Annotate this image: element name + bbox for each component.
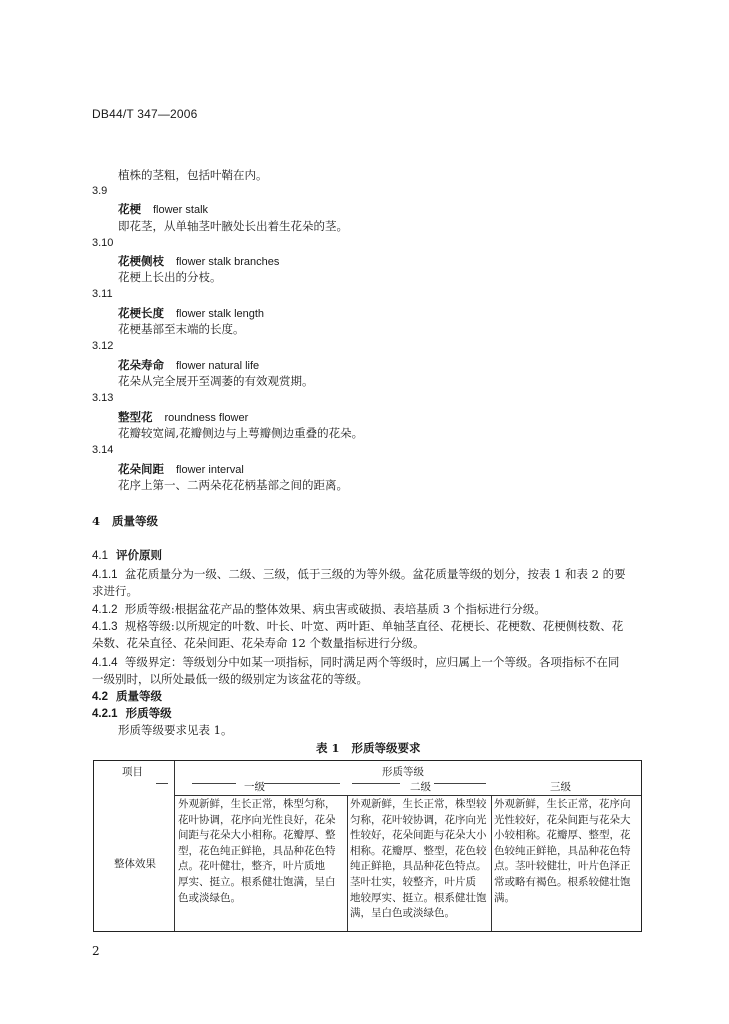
table-rule-mark [434, 783, 486, 784]
section-title: 质量等级 [112, 514, 159, 528]
cell-line: 型，花色纯正鲜艳，具品种花色特 [178, 844, 336, 857]
subsection-number: 4.2.1 [92, 708, 118, 720]
table-header-grade-1: 一级 [244, 781, 265, 793]
table-header-divider [174, 795, 641, 796]
table-rule-mark [352, 783, 400, 784]
term-cn: 花朵间距 [118, 462, 164, 476]
term-heading [118, 253, 279, 269]
term-cn: 花梗侧枝 [118, 254, 164, 268]
table-column-divider [347, 795, 348, 931]
table-rule-mark [156, 783, 168, 784]
term-en: flower stalk branches [176, 256, 280, 268]
cell-line: 地较厚实、挺立。根系健壮饱 [350, 891, 487, 904]
cell-line: 间距与花朵大小相称。花瓣厚、整 [178, 829, 336, 842]
cell-line: 满。 [494, 891, 515, 904]
cell-line: 点。茎叶较健壮，叶片色泽正 [494, 860, 631, 873]
clause-number: 4.1.4 [92, 657, 118, 669]
paragraph-4-1-1-cont: 求进行。 [92, 584, 138, 598]
continuation-text: 植株的茎粗，包括叶鞘在内。 [118, 168, 268, 182]
cell-line: 色较纯正鲜艳，具品种花色特 [494, 844, 631, 857]
term-en: flower stalk length [176, 308, 265, 320]
term-heading [118, 409, 248, 425]
cell-line: 花叶协调，花序向光性良好，花朵 [178, 813, 336, 826]
cell-line: 满，呈白色或淡绿色。 [350, 907, 455, 920]
table-cell-grade-1 [178, 797, 344, 906]
term-definition: 花瓣较宽阔,花瓣侧边与上萼瓣侧边重叠的花朵。 [118, 426, 364, 440]
table-header-grade-2: 二级 [410, 781, 431, 793]
cell-line: 常或略有褐色。根系较健壮饱 [494, 875, 631, 888]
table-column-divider [491, 795, 492, 931]
term-number: 3.10 [92, 237, 114, 249]
table-cell-grade-2 [350, 797, 490, 922]
clause-text: 等级界定：等级划分中如某一项指标，同时满足两个等级时，应归属上一个等级。各项指标不在同 [124, 655, 620, 669]
cell-line: 性较好，花朵间距与花朵大小 [350, 829, 487, 842]
cell-line: 外观新鲜，生长正常，株型匀称， [178, 798, 336, 810]
table-rule-mark [192, 783, 236, 784]
subsection-number: 4.2 [92, 691, 108, 703]
clause-number: 4.1.2 [92, 604, 118, 616]
standard-code: DB44/T 347—2006 [92, 107, 198, 121]
section-number: 4 [92, 514, 101, 528]
paragraph-4-1-1 [92, 567, 626, 582]
cell-line: 点。花叶健壮，整齐，叶片质地 [178, 860, 325, 873]
subsection-number: 4.1 [92, 550, 108, 562]
table-caption-title: 形质等级要求 [351, 741, 421, 755]
term-cn: 花梗长度 [118, 306, 164, 320]
term-heading [118, 201, 208, 217]
term-number: 3.12 [92, 340, 114, 352]
clause-number: 4.1.3 [92, 621, 118, 633]
subsection-title: 形质等级 [125, 706, 172, 720]
form-quality-table [93, 760, 642, 932]
subsection-heading [92, 689, 162, 704]
term-en: roundness flower [164, 412, 249, 424]
table-caption-number: 表 1 [316, 741, 340, 755]
table-row-label: 整体效果 [114, 858, 156, 870]
cell-line: 光性较好，花朵间距与花朵大 [494, 813, 631, 826]
term-definition: 花梗基部至末端的长度。 [118, 322, 245, 336]
table-column-divider [174, 761, 175, 931]
term-number: 3.13 [92, 392, 114, 404]
paragraph-4-1-4-cont: 一级别时，以所处最低一级的级别定为该盆花的等级。 [92, 672, 368, 686]
table-header-grade-3: 三级 [550, 781, 571, 793]
paragraph-4-1-4 [92, 655, 619, 670]
cell-line: 匀称，花叶较协调，花序向光 [350, 813, 487, 826]
cell-line: 茎叶壮实，较整齐，叶片质 [350, 875, 476, 888]
cell-line: 色或淡绿色。 [178, 891, 241, 904]
cell-line: 小较相称。花瓣厚、整型，花 [494, 829, 631, 842]
term-number: 3.14 [92, 444, 114, 456]
term-cn: 花朵寿命 [118, 358, 164, 372]
table-rule-mark [264, 783, 340, 784]
term-cn: 花梗 [118, 202, 141, 216]
term-definition: 花序上第一、二两朵花花柄基部之间的距离。 [118, 478, 348, 492]
table-header-item: 项目 [122, 766, 143, 778]
term-definition: 花梗上长出的分枝。 [118, 270, 222, 284]
term-definition: 花朵从完全展开至凋萎的有效观赏期。 [118, 374, 314, 388]
cell-line: 相称。花瓣厚、整型，花色较 [350, 844, 487, 857]
cell-line: 纯正鲜艳，具品种花色特点。 [350, 860, 487, 873]
subsection-heading [92, 548, 162, 563]
term-number: 3.9 [92, 185, 108, 197]
term-en: flower natural life [176, 360, 260, 372]
paragraph-4-1-3-cont: 朵数、花朵直径、花朵间距、花朵寿命 12 个数量指标进行分级。 [92, 636, 425, 650]
term-heading [118, 305, 264, 321]
subsection-title: 质量等级 [116, 689, 163, 703]
term-en: flower interval [176, 464, 244, 476]
term-number: 3.11 [92, 288, 113, 300]
subsection-title: 评价原则 [116, 548, 163, 562]
subsection-heading [92, 706, 172, 721]
term-definition: 即花茎，从单轴茎叶腋处长出着生花朵的茎。 [118, 219, 348, 233]
cell-line: 厚实、挺立。根系健壮饱满，呈白 [178, 875, 336, 888]
clause-text: 盆花质量分为一级、二级、三级，低于三级的为等外级。盆花质量等级的划分，按表 1 和表 2 的要 [124, 567, 626, 581]
section-heading [92, 514, 158, 528]
clause-text: 形质等级:根据盆花产品的整体效果、病虫害或破损、表培基质 3 个指标进行分级。 [124, 602, 546, 616]
cell-line: 外观新鲜，生长正常，花序向 [494, 798, 631, 810]
paragraph-4-1-2 [92, 602, 546, 617]
table-caption [316, 741, 421, 755]
term-en: flower stalk [153, 204, 209, 216]
table-header-group: 形质等级 [382, 766, 424, 778]
clause-text: 规格等级:以所规定的叶数、叶长、叶宽、两叶距、单轴茎直径、花梗长、花梗数、花梗侧枝数、花 [124, 619, 624, 633]
term-cn: 整型花 [118, 410, 153, 424]
page-number: 2 [92, 944, 100, 958]
paragraph-4-1-3 [92, 619, 623, 634]
clause-number: 4.1.1 [92, 569, 118, 581]
term-heading [118, 461, 244, 477]
cell-line: 外观新鲜，生长正常，株型较 [350, 798, 487, 810]
table-reference: 形质等级要求见表 1。 [118, 723, 233, 737]
table-cell-grade-3 [494, 797, 640, 906]
term-heading [118, 357, 259, 373]
